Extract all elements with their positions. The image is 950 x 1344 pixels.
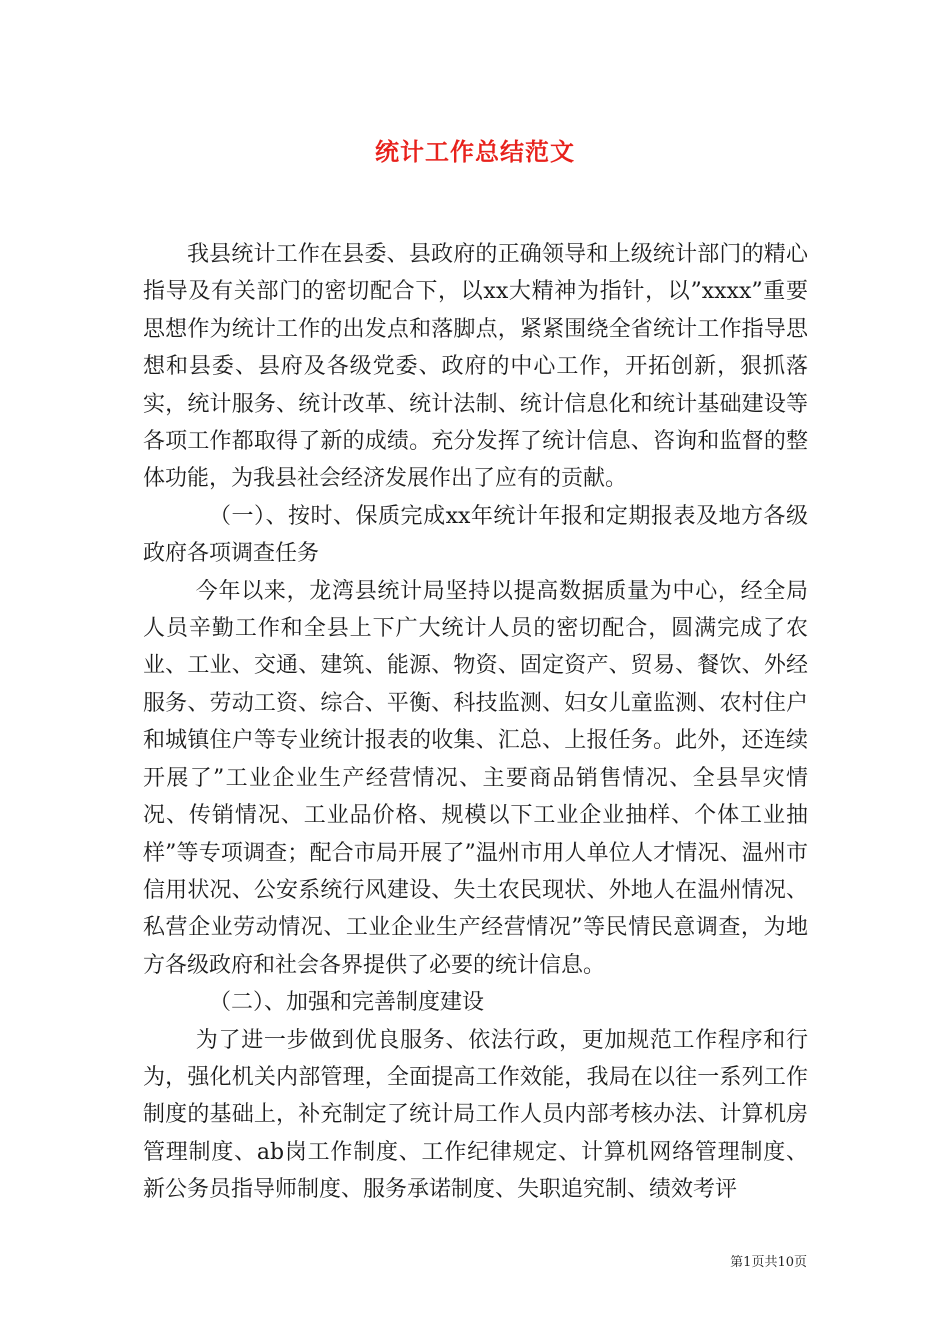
section-heading-2: （二）、加强和完善制度建设 <box>209 990 485 1016</box>
document-body <box>143 236 808 1209</box>
paragraph-section-2: 为了进一步做到优良服务、依法行政，更加规范工作程序和行为，强化机关内部管理，全面提高工作效能，我局在以往一系列工作制度的基础上，补充制定了统计局工作人员内部考核办法、计算机房管理制度、ab岗工作制度、工作纪律规定、计算机网络管理制度、新公务员指导师制度、服务承诺制度、失职追究制、绩效考评 <box>143 1027 808 1203</box>
paragraph-intro: 我县统计工作在县委、县政府的正确领导和上级统计部门的精心指导及有关部门的密切配合下，以xx大精神为指针，以”xxxx”重要思想作为统计工作的出发点和落脚点，紧紧围绕全省统计工作指导思想和县委、县府及各级党委、政府的中心工作，开拓创新，狠抓落实，统计服务、统计改革、统计法制、统计信息化和统计基础建设等各项工作都取得了新的成绩。充分发挥了统计信息、咨询和监督的整体功能，为我县社会经济发展作出了应有的贡献。 <box>143 242 808 492</box>
page-number: 第1页共10页 <box>730 1255 807 1270</box>
document-title: 统计工作总结范文 <box>375 138 575 166</box>
section-heading-1: （一）、按时、保质完成xx年统计年报和定期报表及地方各级政府各项调查任务 <box>143 503 808 567</box>
paragraph-section-1: 今年以来，龙湾县统计局坚持以提高数据质量为中心，经全局人员辛勤工作和全县上下广大统计人员的密切配合，圆满完成了农业、工业、交通、建筑、能源、物资、固定资产、贸易、餐饮、外经服务、劳动工资、综合、平衡、科技监测、妇女儿童监测、农村住户和城镇住户等专业统计报表的收集、汇总、上报任务。此外，还连续开展了”工业企业生产经营情况、主要商品销售情况、全县旱灾情况、传销情况、工业品价格、规模以下工业企业抽样、个体工业抽样”等专项调查；配合市局开展了”温州市用人单位人才情况、温州市信用状况、公安系统行风建设、失土农民现状、外地人在温州情况、私营企业劳动情况、工业企业生产经营情况”等民情民意调查，为地方各级政府和社会各界提供了必要的统计信息。 <box>143 578 808 978</box>
